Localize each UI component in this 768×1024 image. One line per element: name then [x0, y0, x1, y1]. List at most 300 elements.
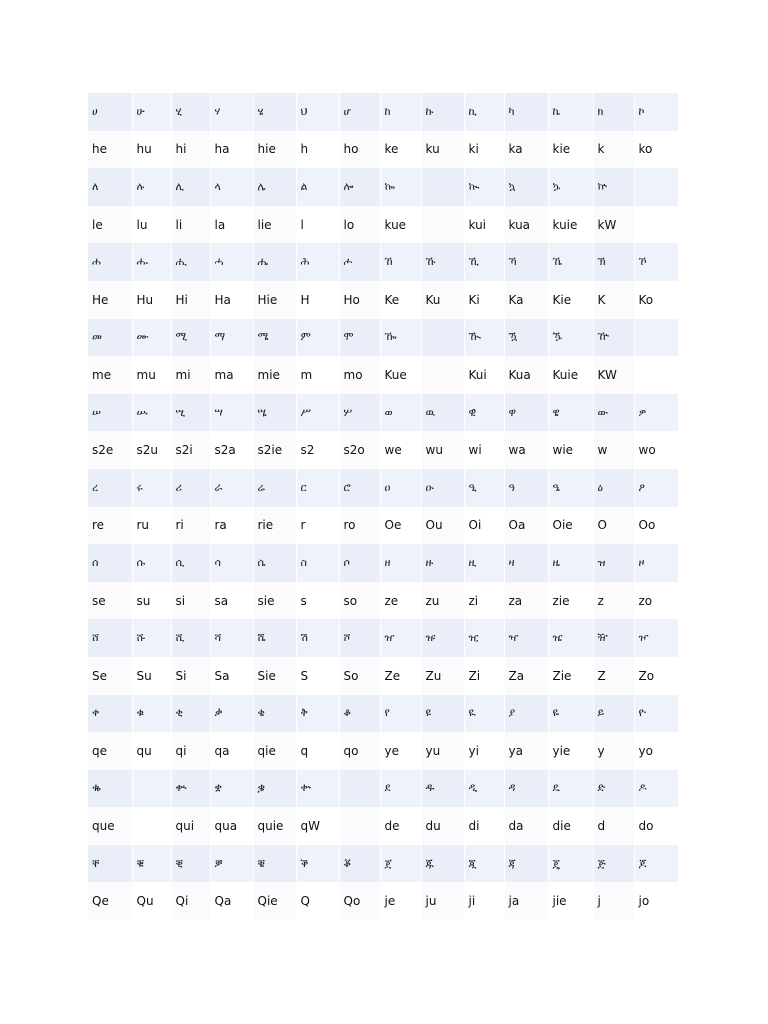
transliteration-row [88, 131, 678, 169]
fidel-row [88, 695, 678, 733]
fidel-cell: ሊ [171, 168, 210, 206]
transliteration-cell: jie [548, 882, 593, 920]
fidel-cell: ሖ [339, 243, 380, 281]
transliteration-cell: z [593, 582, 634, 620]
fidel-cell: ው [593, 394, 634, 432]
transliteration-cell: kue [380, 206, 421, 244]
fidel-cell: መ [88, 319, 132, 357]
transliteration-cell: l [296, 206, 339, 244]
fidel-cell: ዖ [634, 469, 678, 507]
fidel-cell: ሦ [339, 394, 380, 432]
fidel-cell [339, 770, 380, 808]
transliteration-cell: Zu [421, 657, 464, 695]
fidel-cell: ራ [210, 469, 253, 507]
fidel-cell: ጃ [504, 845, 548, 883]
transliteration-cell: Hu [132, 281, 171, 319]
fidel-cell: ል [296, 168, 339, 206]
fidel-cell [421, 168, 464, 206]
fidel-cell: ሁ [132, 93, 171, 131]
fidel-cell: ቕ [296, 845, 339, 883]
fidel-cell: ኴ [548, 168, 593, 206]
fidel-cell: ስ [296, 544, 339, 582]
transliteration-cell: s2u [132, 431, 171, 469]
transliteration-cell: Ku [421, 281, 464, 319]
transliteration-cell: So [339, 657, 380, 695]
fidel-cell: ኵ [593, 168, 634, 206]
fidel-cell: ዦ [634, 619, 678, 657]
transliteration-row [88, 657, 678, 695]
transliteration-cell: Hie [253, 281, 296, 319]
transliteration-cell: Kui [464, 356, 504, 394]
fidel-cell: ኸ [380, 243, 421, 281]
transliteration-cell: di [464, 807, 504, 845]
fidel-cell: ር [296, 469, 339, 507]
fidel-cell: ቃ [210, 695, 253, 733]
fidel-cell: ኪ [464, 93, 504, 131]
fidel-cell: ቐ [88, 845, 132, 883]
transliteration-cell: S [296, 657, 339, 695]
transliteration-cell: y [593, 732, 634, 770]
fidel-cell: ይ [593, 695, 634, 733]
transliteration-cell: yo [634, 732, 678, 770]
transliteration-cell: ha [210, 131, 253, 169]
transliteration-cell: ju [421, 882, 464, 920]
transliteration-cell: yi [464, 732, 504, 770]
transliteration-cell: wie [548, 431, 593, 469]
transliteration-cell: Ha [210, 281, 253, 319]
transliteration-cell: zo [634, 582, 678, 620]
fidel-cell: ዤ [548, 619, 593, 657]
fidel-cell: የ [380, 695, 421, 733]
transliteration-cell [421, 206, 464, 244]
transliteration-cell: sa [210, 582, 253, 620]
fidel-row [88, 394, 678, 432]
transliteration-cell: He [88, 281, 132, 319]
transliteration-cell: r [296, 507, 339, 545]
transliteration-cell: Oie [548, 507, 593, 545]
fidel-cell: ሹ [132, 619, 171, 657]
fidel-cell: ዑ [421, 469, 464, 507]
fidel-cell: ዠ [380, 619, 421, 657]
fidel-cell: ሱ [132, 544, 171, 582]
fidel-cell: ዅ [593, 319, 634, 357]
transliteration-cell: wu [421, 431, 464, 469]
transliteration-row [88, 206, 678, 244]
transliteration-cell: ku [421, 131, 464, 169]
fidel-cell: ዛ [504, 544, 548, 582]
transliteration-cell: Ko [634, 281, 678, 319]
transliteration-cell: hie [253, 131, 296, 169]
fidel-cell: ሎ [339, 168, 380, 206]
fidel-cell: ከ [380, 93, 421, 131]
transliteration-cell: Oo [634, 507, 678, 545]
fidel-cell: ጂ [464, 845, 504, 883]
fidel-cell: ኩ [421, 93, 464, 131]
transliteration-cell [132, 807, 171, 845]
transliteration-cell: Z [593, 657, 634, 695]
fidel-cell: ቈ [88, 770, 132, 808]
fidel-cell: ሬ [253, 469, 296, 507]
fidel-cell: ቋ [210, 770, 253, 808]
transliteration-cell: so [339, 582, 380, 620]
fidel-cell: ኬ [548, 93, 593, 131]
transliteration-cell: zie [548, 582, 593, 620]
transliteration-cell: ho [339, 131, 380, 169]
fidel-row [88, 619, 678, 657]
fidel-cell: ኼ [548, 243, 593, 281]
fidel-cell: ደ [380, 770, 421, 808]
fidel-cell: ቆ [339, 695, 380, 733]
transliteration-cell: Qo [339, 882, 380, 920]
transliteration-cell: je [380, 882, 421, 920]
fidel-cell: ኽ [593, 243, 634, 281]
transliteration-cell: me [88, 356, 132, 394]
transliteration-cell: qa [210, 732, 253, 770]
transliteration-cell: ye [380, 732, 421, 770]
fidel-cell: ሌ [253, 168, 296, 206]
fidel-cell: ሴ [253, 544, 296, 582]
transliteration-cell: Za [504, 657, 548, 695]
transliteration-cell: s2e [88, 431, 132, 469]
fidel-cell: ዳ [504, 770, 548, 808]
transliteration-row [88, 732, 678, 770]
fidel-cell: ቊ [171, 770, 210, 808]
fidel-row [88, 544, 678, 582]
fidel-cell: ቓ [210, 845, 253, 883]
transliteration-cell: ri [171, 507, 210, 545]
fidel-cell: ዐ [380, 469, 421, 507]
fidel-row [88, 168, 678, 206]
fidel-cell: ቔ [253, 845, 296, 883]
fidel-row [88, 243, 678, 281]
fidel-cell: ጁ [421, 845, 464, 883]
transliteration-cell: Qi [171, 882, 210, 920]
fidel-row [88, 319, 678, 357]
transliteration-cell: lu [132, 206, 171, 244]
fidel-cell: ሉ [132, 168, 171, 206]
transliteration-row [88, 582, 678, 620]
fidel-cell: ዱ [421, 770, 464, 808]
transliteration-cell: Se [88, 657, 132, 695]
transliteration-cell: d [593, 807, 634, 845]
fidel-cell: ሄ [253, 93, 296, 131]
fidel-cell: ሪ [171, 469, 210, 507]
transliteration-cell: s2a [210, 431, 253, 469]
fidel-row [88, 845, 678, 883]
transliteration-cell: Qie [253, 882, 296, 920]
fidel-cell: ለ [88, 168, 132, 206]
transliteration-cell: O [593, 507, 634, 545]
fidel-cell: ሚ [171, 319, 210, 357]
transliteration-row [88, 356, 678, 394]
fidel-cell: ኰ [380, 168, 421, 206]
fidel-cell: ሰ [88, 544, 132, 582]
fidel-cell [634, 168, 678, 206]
transliteration-cell: mie [253, 356, 296, 394]
fidel-cell: ቀ [88, 695, 132, 733]
transliteration-cell: su [132, 582, 171, 620]
transliteration-cell: qo [339, 732, 380, 770]
fidel-cell: ድ [593, 770, 634, 808]
fidel-cell: ቑ [132, 845, 171, 883]
transliteration-cell: quie [253, 807, 296, 845]
transliteration-cell: de [380, 807, 421, 845]
fidel-cell: ሜ [253, 319, 296, 357]
fidel-cell: ዘ [380, 544, 421, 582]
transliteration-cell: si [171, 582, 210, 620]
transliteration-cell: m [296, 356, 339, 394]
table-body [88, 93, 678, 920]
transliteration-cell: ji [464, 882, 504, 920]
transliteration-row [88, 507, 678, 545]
transliteration-cell: qui [171, 807, 210, 845]
fidel-cell: ኺ [464, 243, 504, 281]
transliteration-cell: ko [634, 131, 678, 169]
fidel-cell: ቖ [339, 845, 380, 883]
transliteration-cell: sie [253, 582, 296, 620]
transliteration-cell: ru [132, 507, 171, 545]
fidel-cell: ሾ [339, 619, 380, 657]
fidel-cell: ዓ [504, 469, 548, 507]
transliteration-cell: da [504, 807, 548, 845]
transliteration-cell: yie [548, 732, 593, 770]
fidel-cell: ሤ [253, 394, 296, 432]
fidel-cell: ቍ [296, 770, 339, 808]
fidel-cell: ሠ [88, 394, 132, 432]
transliteration-cell: qie [253, 732, 296, 770]
fidel-cell: ሡ [132, 394, 171, 432]
transliteration-cell: Sa [210, 657, 253, 695]
transliteration-cell: Zi [464, 657, 504, 695]
fidel-cell: ኲ [464, 168, 504, 206]
fidel-cell: ሑ [132, 243, 171, 281]
transliteration-cell: k [593, 131, 634, 169]
transliteration-cell: ma [210, 356, 253, 394]
transliteration-cell: Kie [548, 281, 593, 319]
transliteration-cell: rie [253, 507, 296, 545]
fidel-cell: ዕ [593, 469, 634, 507]
transliteration-cell: mo [339, 356, 380, 394]
fidel-cell: ቌ [253, 770, 296, 808]
transliteration-cell: ze [380, 582, 421, 620]
fidel-cell: ኻ [504, 243, 548, 281]
fidel-cell: ዥ [593, 619, 634, 657]
fidel-cell: ዄ [548, 319, 593, 357]
fidel-cell: ዃ [504, 319, 548, 357]
transliteration-cell: ra [210, 507, 253, 545]
fidel-cell: ም [296, 319, 339, 357]
transliteration-cell: wa [504, 431, 548, 469]
transliteration-cell: Qa [210, 882, 253, 920]
fidel-cell: ክ [593, 93, 634, 131]
fidel-cell: ሆ [339, 93, 380, 131]
transliteration-cell: zi [464, 582, 504, 620]
transliteration-cell: do [634, 807, 678, 845]
transliteration-cell: Kuie [548, 356, 593, 394]
transliteration-cell: hu [132, 131, 171, 169]
transliteration-cell: Oe [380, 507, 421, 545]
fidel-cell: ዣ [504, 619, 548, 657]
fidel-cell: ሕ [296, 243, 339, 281]
fidel-cell: ሺ [171, 619, 210, 657]
fidel-cell: ሩ [132, 469, 171, 507]
fidel-cell: ካ [504, 93, 548, 131]
fidel-cell: ዡ [421, 619, 464, 657]
transliteration-cell: ki [464, 131, 504, 169]
fidel-cell: ዜ [548, 544, 593, 582]
fidel-cell: ዝ [593, 544, 634, 582]
fidel-cell: ጀ [380, 845, 421, 883]
transliteration-cell: Qe [88, 882, 132, 920]
transliteration-cell: Q [296, 882, 339, 920]
transliteration-cell: hi [171, 131, 210, 169]
transliteration-cell: Oa [504, 507, 548, 545]
fidel-cell: ቁ [132, 695, 171, 733]
transliteration-cell: Ho [339, 281, 380, 319]
transliteration-cell: Si [171, 657, 210, 695]
fidel-cell: ጆ [634, 845, 678, 883]
fidel-cell: ዔ [548, 469, 593, 507]
fidel-cell: ዶ [634, 770, 678, 808]
transliteration-cell: Zo [634, 657, 678, 695]
transliteration-row [88, 807, 678, 845]
transliteration-cell: s2o [339, 431, 380, 469]
fidel-cell: ዉ [421, 394, 464, 432]
transliteration-cell: mu [132, 356, 171, 394]
fidel-cell: ዊ [464, 394, 504, 432]
fidel-cell: ዲ [464, 770, 504, 808]
fidel-cell: ኮ [634, 93, 678, 131]
fidel-cell: ዋ [504, 394, 548, 432]
fidel-cell: ሽ [296, 619, 339, 657]
fidel-cell: ዌ [548, 394, 593, 432]
transliteration-cell: ka [504, 131, 548, 169]
fidel-cell: ጅ [593, 845, 634, 883]
fidel-cell: ያ [504, 695, 548, 733]
transliteration-cell: ro [339, 507, 380, 545]
transliteration-cell: ke [380, 131, 421, 169]
transliteration-cell: la [210, 206, 253, 244]
transliteration-cell [421, 356, 464, 394]
fidel-cell: ቅ [296, 695, 339, 733]
fidel-cell: ቂ [171, 695, 210, 733]
transliteration-cell: s2ie [253, 431, 296, 469]
transliteration-cell: die [548, 807, 593, 845]
fidel-cell: ዀ [380, 319, 421, 357]
transliteration-cell: qe [88, 732, 132, 770]
transliteration-cell: q [296, 732, 339, 770]
fidel-cell: ሙ [132, 319, 171, 357]
fidel-row [88, 469, 678, 507]
transliteration-cell: qu [132, 732, 171, 770]
transliteration-cell: Hi [171, 281, 210, 319]
transliteration-cell: kuie [548, 206, 593, 244]
transliteration-cell: we [380, 431, 421, 469]
transliteration-cell: se [88, 582, 132, 620]
fidel-cell: ሥ [296, 394, 339, 432]
transliteration-cell: kua [504, 206, 548, 244]
fidel-cell: ሮ [339, 469, 380, 507]
fidel-cell: ሐ [88, 243, 132, 281]
transliteration-cell: Su [132, 657, 171, 695]
fidel-cell: ኾ [634, 243, 678, 281]
fidel-cell: ዞ [634, 544, 678, 582]
transliteration-cell: Zie [548, 657, 593, 695]
fidel-cell: ሃ [210, 93, 253, 131]
transliteration-cell: ya [504, 732, 548, 770]
transliteration-cell: K [593, 281, 634, 319]
transliteration-cell: qi [171, 732, 210, 770]
transliteration-cell: que [88, 807, 132, 845]
transliteration-cell: Ka [504, 281, 548, 319]
transliteration-cell: Oi [464, 507, 504, 545]
transliteration-cell: s2i [171, 431, 210, 469]
fidel-cell: ወ [380, 394, 421, 432]
transliteration-cell: Ze [380, 657, 421, 695]
transliteration-cell: mi [171, 356, 210, 394]
fidel-cell: ረ [88, 469, 132, 507]
transliteration-row [88, 431, 678, 469]
fidel-cell [634, 319, 678, 357]
fidel-cell: ሞ [339, 319, 380, 357]
transliteration-cell [339, 807, 380, 845]
fidel-cell: ዚ [464, 544, 504, 582]
fidel-cell: ዒ [464, 469, 504, 507]
transliteration-cell: w [593, 431, 634, 469]
transliteration-cell: s2 [296, 431, 339, 469]
fidel-cell: ሶ [339, 544, 380, 582]
transliteration-cell: le [88, 206, 132, 244]
transliteration-cell: Kua [504, 356, 548, 394]
fidel-cell: ሢ [171, 394, 210, 432]
transliteration-cell: ja [504, 882, 548, 920]
transliteration-cell: lie [253, 206, 296, 244]
fidel-cell: ሀ [88, 93, 132, 131]
transliteration-cell: lo [339, 206, 380, 244]
fidel-cell: ማ [210, 319, 253, 357]
transliteration-cell: jo [634, 882, 678, 920]
transliteration-cell: s [296, 582, 339, 620]
fidel-cell: ዴ [548, 770, 593, 808]
fidel-cell [421, 319, 464, 357]
transliteration-cell: zu [421, 582, 464, 620]
transliteration-cell: he [88, 131, 132, 169]
fidel-cell: ዮ [634, 695, 678, 733]
fidel-cell: ሸ [88, 619, 132, 657]
fidel-cell: ሼ [253, 619, 296, 657]
transliteration-cell: za [504, 582, 548, 620]
transliteration-cell [634, 206, 678, 244]
fidel-cell: ሂ [171, 93, 210, 131]
fidel-cell: ሻ [210, 619, 253, 657]
transliteration-cell: H [296, 281, 339, 319]
transliteration-cell: Ou [421, 507, 464, 545]
fidel-cell: ጄ [548, 845, 593, 883]
fidel-cell: ላ [210, 168, 253, 206]
transliteration-cell: wi [464, 431, 504, 469]
transliteration-cell: kie [548, 131, 593, 169]
transliteration-cell: yu [421, 732, 464, 770]
transliteration-cell: Sie [253, 657, 296, 695]
fidel-cell: ሒ [171, 243, 210, 281]
transliteration-cell: j [593, 882, 634, 920]
fidel-row [88, 770, 678, 808]
fidel-cell: ኳ [504, 168, 548, 206]
fidel-row [88, 93, 678, 131]
fidel-cell: ዙ [421, 544, 464, 582]
fidel-cell: ዂ [464, 319, 504, 357]
transliteration-cell: qua [210, 807, 253, 845]
